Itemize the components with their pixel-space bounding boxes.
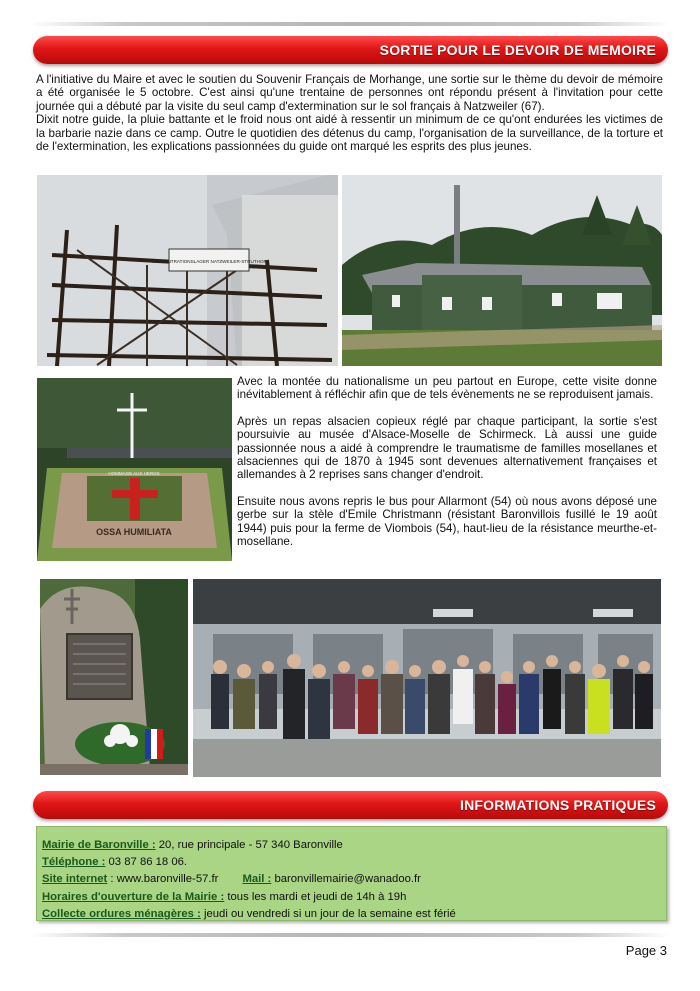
intro-text-2: Dixit notre guide, la pluie battante et le froid nous ont aidé à ressentir un minimum de ce qu'ont endurées les victimes de la barbarie nazie dans ce camp. Outre le quotidien des détenus du camp, l'organisation de la surveillance, de la torture et de l'extermination, les explications passionnées du guide ont marqué les esprits des plus jeunes. [36,113,663,154]
memorial-text-bottom: OSSA HUMILIATA [96,527,172,537]
intro-text: A l'initiative du Maire et avec le soutien du Souvenir Français de Morhange, une sortie sur le thème du devoir de mémoire a été organisée le 5 octobre. C'est ainsi qu'une trentaine de personnes ont répondu présent à l'invitation pour cette journée qui a débuté par la visite du seul camp d'extermination sur le sol français à Natzweiler (67). [36,73,663,113]
top-divider [30,22,670,26]
section-title-memoire: SORTIE POUR LE DEVOIR DE MEMOIRE [33,36,668,64]
info-telephone [42,854,660,871]
collecte-label: Collecte ordures ménagères : [42,907,201,920]
body-column [237,375,657,548]
site-label: Site internet [42,873,108,886]
intro-paragraph [36,73,663,153]
info-mairie [42,837,660,854]
mairie-address: 20, rue principale - 57 340 Baronville [155,839,343,851]
mairie-label: Mairie de Baronville : [42,839,156,851]
info-web [42,871,660,888]
info-collecte [42,906,660,923]
photo-memorial-cross [37,378,232,561]
telephone-value: 03 87 86 18 06. [105,856,188,869]
gate-sign-text: KONZENTRATIONSLAGER NATZWEILER-STRUTHOF [151,259,267,264]
photo-camp-gate [37,175,338,366]
paragraph-nationalisme: Avec la montée du nationalisme un peu partout en Europe, cette visite donne inévitablement à réfléchir afin que de tels évènements ne se reproduisent jamais. [237,375,657,402]
photo-group [193,579,661,777]
info-horaires [42,889,660,906]
bottom-divider [30,933,670,937]
section-title-infos: INFORMATIONS PRATIQUES [33,791,668,819]
site-link[interactable]: : www.baronville-57.fr [107,873,219,886]
photo-stele-wreath [40,579,188,775]
horaires-value: tous les mardi et jeudi de 14h à 19h [224,890,407,903]
telephone-label: Téléphone : [42,856,106,869]
photo-barracks [342,175,662,366]
paragraph-allarmont: Ensuite nous avons repris le bus pour Allarmont (54) où nous avons déposé une gerbe sur la stèle d'Emile Christmann (résistant Baronvillois fusillé le 19 août 1944) puis pour la ferme de Viombois (54), haut-lieu de la résistance meurthe-et-mosellane. [237,494,657,549]
info-box [36,826,667,921]
page-number: Page 3 [625,943,667,958]
mail-link[interactable]: baronvillemairie@wanadoo.fr [271,873,421,886]
mail-label: Mail : [242,873,272,886]
collecte-value: jeudi ou vendredi si un jour de la semaine est férié [200,907,456,920]
horaires-label: Horaires d'ouverture de la Mairie : [42,890,225,903]
paragraph-schirmeck: Après un repas alsacien copieux réglé par chaque participant, la sortie s'est poursuivie au musée d'Alsace-Moselle de Schirmeck. Là aussi une guide passionnée nous a aidé à comprendre le traumatisme de familles mosellanes et alsaciennes qui de 1870 à 1945 sont devenues alternativement françaises et allemandes à 2 reprises sans changer d'endroit. [237,414,657,482]
memorial-text-top: HOMMAGE AUX HEROS [108,471,160,476]
